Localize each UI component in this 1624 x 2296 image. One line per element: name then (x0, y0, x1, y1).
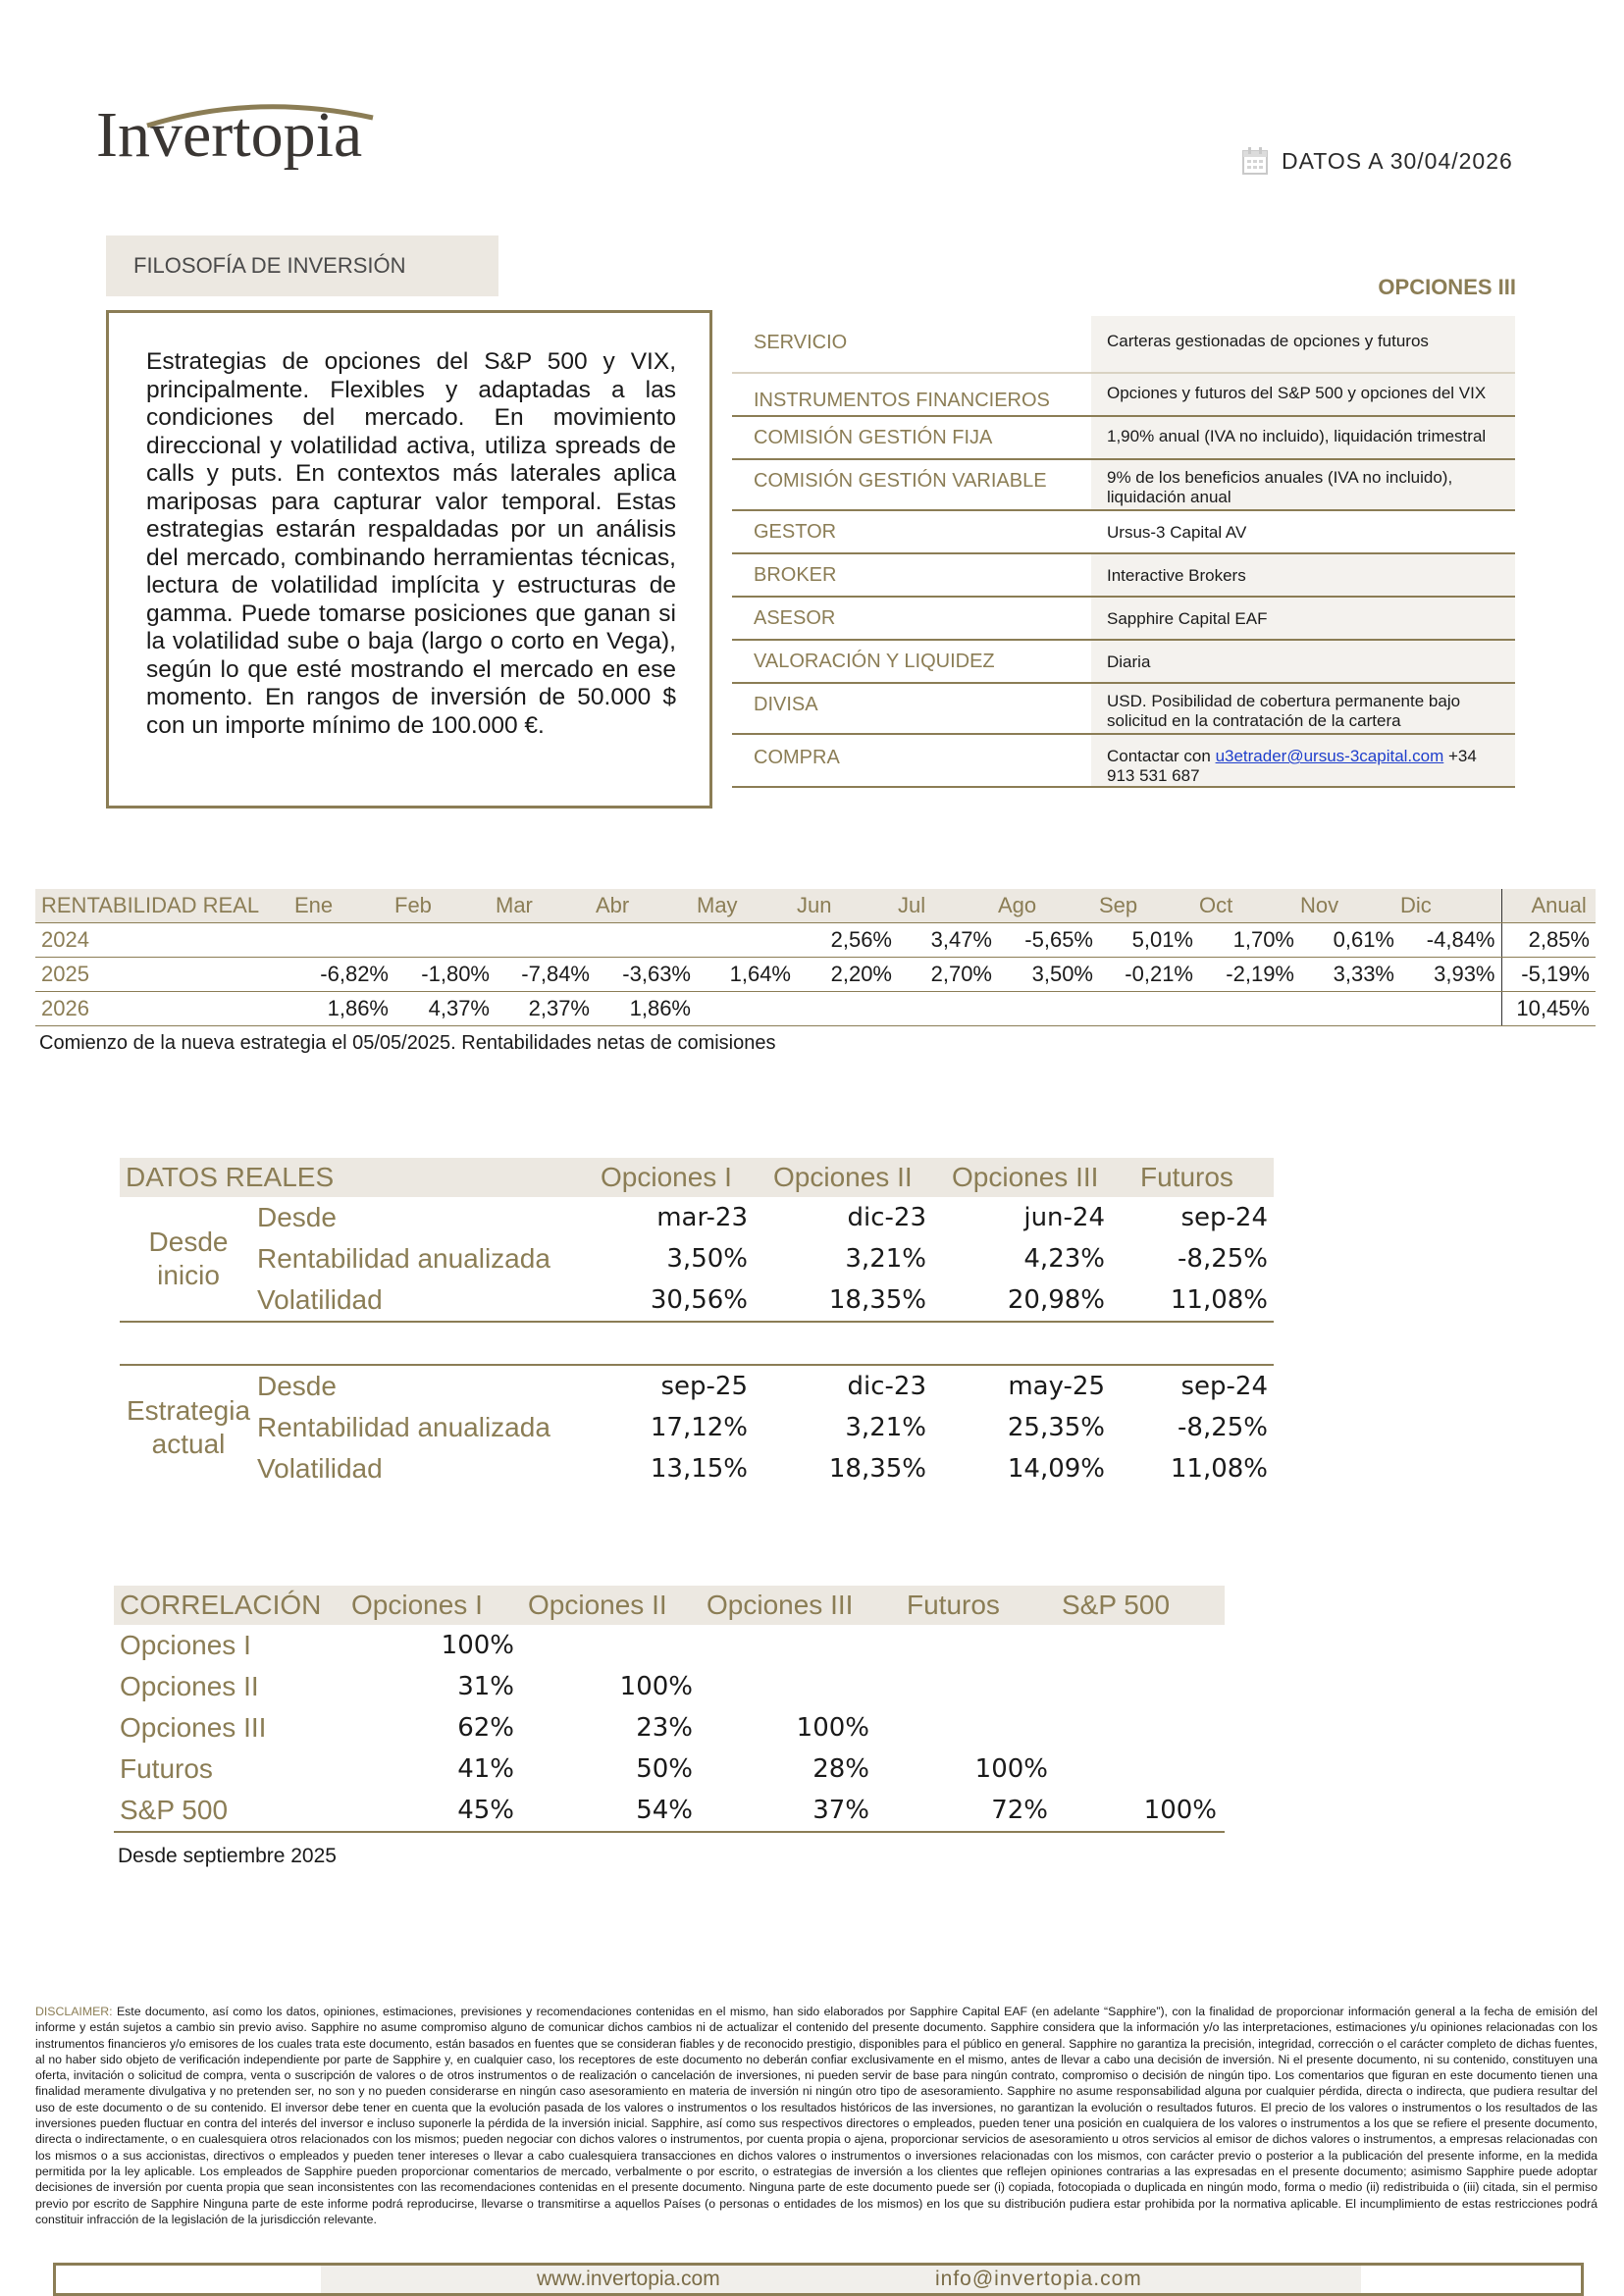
cell-value: 20,98% (932, 1279, 1111, 1322)
month-value: 2,37% (496, 992, 596, 1026)
row-label: Futuros (120, 1753, 213, 1784)
cell-value: 23% (636, 1713, 693, 1743)
info-value: Interactive Brokers (1091, 553, 1515, 597)
column-header: Opciones II (522, 1586, 701, 1625)
group-label (120, 1197, 257, 1322)
disclaimer-text: Este documento, así como los datos, opiniones, estimaciones, previsiones y recomendaciones contenidas en el mismo, han sido elaborados por Sapphire Capital EAF (en adelante “Sapphire”), con la finalidad de proporcionar información general a la fecha de emisión del informe y están sujetos a cambio sin previo aviso. Sapphire no asume compromiso alguno de comunicar dichos cambios ni de actualizar el contenido del presente documento. Sapphire considera que la información y/o las interpretaciones, estimaciones y/u opiniones relacionadas con los instrumentos financieros y/o emisores de los cuales trata este documento, están basados en fuentes que se consideran fiables y de reconocido prestigio, disponibles para el público en general. Sapphire no garantiza la precisión, integridad, corrección o el carácter completo de dichas fuentes, al no haber sido objeto de verificación independiente por parte de Sapphire y, en cualquier caso, los receptores de este documento no deberán confiar exclusivamente en el mismo, antes de llevar a cabo una decisión de inversión. Ni el presente documento, ni su contenido, constituyen una oferta, invitación o solicitud de compra, venta o suscripción de valores o de otros instrumentos o de realización o cancelación de inversiones, ni pueden servir de base para ningún contrato, compromiso o decisión de ningún tipo. Los comentarios que figuran en este documento tienen una finalidad meramente divulgativa y no pretenden ser, no son y no pueden considerarse en ningún caso asesoramiento en materia de inversión ni ningún otro tipo de asesoramiento. Sapphire no asume responsabilidad alguna por cualquier pérdida, directa o indirecta, que pudiera resultar del uso de este documento o de su contenido. El inversor debe tener en cuenta que la evolución pasada de los valores o instrumentos o los resultados históricos de las inversiones, no garantizan la evolución o resultados futuros. El precio de los valores o instrumentos o los resultados de las inversiones pueden fluctuar en contra del interés del inversor e incluso suponerle la pérdida de la inversión inicial. Sapphire, así como sus respectivos directores o empleados, pueden tener una posición en cualquiera de los valores o instrumentos a los que se refiere el presente documento, directa o indirectamente, o en cualesquiera otros relacionados con los mismos; pueden negociar con dichos valores o instrumentos, por cuenta propia o ajena, proporcionar servicios de asesoramiento u otros servicios al emisor de dichos valores o instrumentos, a empresas relacionadas con los mismos o a sus accionistas, directivos o empleados y pueden tener intereses o llevar a cabo cualesquiera transacciones en dichos valores o instrumentos o inversiones relacionadas con los mismos, con carácter previo o posterior a la publicación del presente informe, en la medida permitida por la ley aplicable. Los empleados de Sapphire pueden proporcionar comentarios de mercado, verbalmente o por escrito, o estrategias de inversión a los clientes que reflejen opiniones contrarias a las expresadas en el presente documento; asimismo Sapphire puede adoptar decisiones de inversión por cuenta propia que sean inconsistentes con las recomendaciones contenidas en el presente documento. Ninguna parte de este documento puede ser (i) copiada, fotocopiada o duplicada en ningún modo, forma o medio (ii) redistribuida o (iii) citada, sin el permiso previo por escrito de Sapphire Ninguna parte de este informe podrá reproducirse, llevarse o transmitirse a aquellos Países (o personas o entidades de los mismos) en los que su distribución pudiera estar prohibida por la normativa aplicable. El incumplimiento de estas restricciones podrá constituir infracción de la legislación de la jurisdicción relevante. (35, 2005, 1598, 2226)
month-value: 3,47% (898, 923, 998, 958)
data-row (120, 1448, 1274, 1489)
returns-table (35, 889, 1596, 1026)
row-label: Desde (257, 1202, 337, 1232)
row-label: Opciones I (120, 1630, 251, 1660)
month-header: Sep (1099, 889, 1199, 923)
product-title: OPCIONES III (1378, 275, 1516, 299)
cell-value (1056, 1666, 1225, 1707)
cell-value: 11,08% (1111, 1279, 1274, 1322)
real-data-table (120, 1158, 1274, 1489)
cell-value: may-25 (1008, 1372, 1105, 1401)
info-row (732, 316, 1515, 373)
cell-value: dic-23 (847, 1203, 926, 1232)
cell-value: 72% (877, 1790, 1056, 1832)
month-value: 3,50% (998, 958, 1099, 992)
month-value (697, 923, 797, 958)
cell-value: 37% (701, 1790, 877, 1832)
month-header: Mar (496, 889, 596, 923)
disclaimer-label: DISCLAIMER: (35, 2005, 113, 2018)
returns-note: Comienzo de la nueva estrategia el 05/05/2025. Rentabilidades netas de comisiones (39, 1032, 776, 1054)
month-value: -7,84% (496, 958, 596, 992)
cell-value: sep-24 (1180, 1372, 1268, 1401)
cell-value (1056, 1707, 1225, 1748)
month-value: 1,86% (596, 992, 697, 1026)
row-label: S&P 500 (114, 1790, 345, 1832)
logo-swoosh-icon (137, 96, 383, 135)
cell-value (701, 1625, 877, 1666)
correlation-table (114, 1586, 1225, 1833)
contact-prefix: Contactar con (1107, 747, 1216, 765)
correlation-row (114, 1790, 1225, 1832)
report-date (1242, 147, 1513, 175)
info-row (732, 553, 1515, 597)
returns-row (35, 923, 1596, 958)
column-header: Opciones I (345, 1586, 522, 1625)
cell-value: mar-23 (656, 1203, 748, 1232)
month-value (1400, 992, 1501, 1026)
returns-title: RENTABILIDAD REAL (35, 889, 294, 923)
cell-value (877, 1625, 1056, 1666)
month-value (998, 992, 1099, 1026)
info-row (732, 459, 1515, 510)
month-value: 4,37% (394, 992, 496, 1026)
info-value: Carteras gestionadas de opciones y futuros (1091, 316, 1515, 373)
annual-header: Anual (1501, 889, 1596, 923)
cell-value: 54% (522, 1790, 701, 1832)
month-value (797, 992, 898, 1026)
row-label: Rentabilidad anualizada (257, 1412, 550, 1442)
cell-value: 100% (619, 1672, 693, 1701)
cell-value: 4,23% (1023, 1244, 1105, 1274)
month-value (496, 923, 596, 958)
annual-value: 2,85% (1501, 923, 1596, 958)
month-header: Ene (294, 889, 394, 923)
cell-value: 14,09% (1007, 1454, 1105, 1484)
cell-value: -8,25% (1178, 1413, 1268, 1442)
info-value: 9% de los beneficios anuales (IVA no incluido), liquidación anual (1091, 459, 1515, 510)
contact-phone: +34 913 531 687 (1107, 747, 1477, 785)
info-key: VALORACIÓN Y LIQUIDEZ (754, 651, 995, 672)
correlation-header-row (114, 1586, 1225, 1625)
cell-value: 18,35% (828, 1454, 926, 1484)
correlation-note: Desde septiembre 2025 (118, 1845, 337, 1867)
cell-value (877, 1666, 1056, 1707)
cell-value: 3,21% (845, 1244, 926, 1274)
month-value (1300, 992, 1400, 1026)
info-key: INSTRUMENTOS FINANCIEROS (754, 390, 1050, 411)
cell-value: 50% (636, 1754, 693, 1784)
month-header: Jul (898, 889, 998, 923)
annual-value: 10,45% (1501, 992, 1596, 1026)
month-header: Oct (1199, 889, 1300, 923)
month-header: Feb (394, 889, 496, 923)
info-value: Diaria (1091, 640, 1515, 683)
correlation-row (114, 1748, 1225, 1790)
cell-value: 25,35% (1007, 1413, 1105, 1442)
row-label: Volatilidad (257, 1453, 383, 1484)
info-value (1091, 734, 1515, 787)
info-key: COMISIÓN GESTIÓN FIJA (754, 427, 993, 448)
cell-value: 100% (974, 1754, 1048, 1784)
month-value (394, 923, 496, 958)
month-value: 2,20% (797, 958, 898, 992)
real-data-title: DATOS REALES (120, 1158, 581, 1197)
data-row (120, 1197, 1274, 1238)
month-value: 0,61% (1300, 923, 1400, 958)
month-value (294, 923, 394, 958)
email-link[interactable]: info@invertopia.com (935, 2268, 1142, 2290)
cell-value: 17,12% (650, 1413, 748, 1442)
info-row (732, 510, 1515, 553)
correlation-row (114, 1625, 1225, 1666)
row-label: Rentabilidad anualizada (257, 1243, 550, 1274)
year-label: 2025 (35, 958, 294, 992)
cell-value: 41% (457, 1754, 514, 1784)
month-value: 1,70% (1199, 923, 1300, 958)
month-header: May (697, 889, 797, 923)
month-value: -4,84% (1400, 923, 1501, 958)
month-value (697, 992, 797, 1026)
row-label: Desde (257, 1371, 337, 1401)
month-value: 3,33% (1300, 958, 1400, 992)
info-value: Ursus-3 Capital AV (1091, 510, 1515, 553)
month-header: Abr (596, 889, 697, 923)
returns-header-row (35, 889, 1596, 923)
info-key: COMISIÓN GESTIÓN VARIABLE (754, 470, 1047, 492)
cell-value: 30,56% (581, 1279, 754, 1322)
spacer-cell (120, 1322, 1274, 1365)
info-value: USD. Posibilidad de cobertura permanente bajo solicitud en la contratación de la cartera (1091, 683, 1515, 734)
cell-value: 100% (1056, 1790, 1225, 1832)
real-data-header-row (120, 1158, 1274, 1197)
month-value (898, 992, 998, 1026)
info-key: GESTOR (754, 521, 837, 543)
correlation-row (114, 1666, 1225, 1707)
product-info-table (732, 316, 1515, 788)
footer-band (321, 2266, 1361, 2293)
month-header: Jun (797, 889, 898, 923)
month-value: -1,80% (394, 958, 496, 992)
month-value: 5,01% (1099, 923, 1199, 958)
column-header: Opciones III (701, 1586, 877, 1625)
year-label: 2024 (35, 923, 294, 958)
cell-value: jun-24 (1023, 1203, 1105, 1232)
cell-value: 13,15% (650, 1454, 748, 1484)
info-row (732, 416, 1515, 459)
month-value: 3,93% (1400, 958, 1501, 992)
month-header: Nov (1300, 889, 1400, 923)
cell-value: sep-24 (1180, 1203, 1268, 1232)
info-value: 1,90% anual (IVA no incluido), liquidación trimestral (1091, 416, 1515, 459)
cell-value: dic-23 (847, 1372, 926, 1401)
month-value: -5,65% (998, 923, 1099, 958)
logo-text: Invertopia (96, 99, 363, 171)
month-value: -3,63% (596, 958, 697, 992)
group-label-line: actual (151, 1429, 226, 1459)
column-header: Opciones III (932, 1158, 1111, 1197)
info-row (732, 640, 1515, 683)
month-value: 1,86% (294, 992, 394, 1026)
date-label: DATOS A 30/04/2026 (1282, 147, 1513, 174)
month-value: -0,21% (1099, 958, 1199, 992)
column-header: Opciones II (754, 1158, 932, 1197)
cell-value: 28% (812, 1754, 869, 1784)
group-label-line: inicio (157, 1260, 220, 1290)
cell-value: 3,21% (845, 1413, 926, 1442)
cell-value: -8,25% (1178, 1244, 1268, 1274)
annual-value: -5,19% (1501, 958, 1596, 992)
row-label: Volatilidad (257, 1279, 581, 1322)
cell-value: 31% (457, 1672, 514, 1701)
cell-value (1056, 1748, 1225, 1790)
group-label-line: Estrategia (126, 1395, 251, 1426)
info-key: SERVICIO (754, 332, 848, 353)
column-header: S&P 500 (1056, 1586, 1225, 1625)
cell-value: sep-25 (660, 1372, 748, 1401)
month-header: Dic (1400, 889, 1501, 923)
philosophy-tab: FILOSOFÍA DE INVERSIÓN (106, 235, 498, 296)
cell-value: 3,50% (666, 1244, 748, 1274)
year-label: 2026 (35, 992, 294, 1026)
row-label: Opciones III (120, 1712, 267, 1743)
month-value (1199, 992, 1300, 1026)
website-link[interactable]: www.invertopia.com (537, 2268, 720, 2290)
month-value: 1,64% (697, 958, 797, 992)
contact-email-link[interactable]: u3etrader@ursus-3capital.com (1215, 747, 1444, 765)
cell-value (701, 1666, 877, 1707)
month-value: -2,19% (1199, 958, 1300, 992)
disclaimer (35, 2004, 1598, 2227)
returns-row (35, 958, 1596, 992)
month-value: 2,70% (898, 958, 998, 992)
footer (53, 2263, 1584, 2296)
month-value (1099, 992, 1199, 1026)
calendar-icon (1242, 147, 1268, 175)
month-value: -6,82% (294, 958, 394, 992)
column-header: Futuros (877, 1586, 1056, 1625)
cell-value: 100% (441, 1631, 514, 1660)
spacer-row (120, 1322, 1274, 1365)
cell-value (877, 1707, 1056, 1748)
returns-row (35, 992, 1596, 1026)
cell-value (1056, 1625, 1225, 1666)
info-row (732, 373, 1515, 416)
correlation-row (114, 1707, 1225, 1748)
correlation-title: CORRELACIÓN (114, 1586, 345, 1625)
cell-value: 11,08% (1170, 1454, 1268, 1484)
info-key: ASESOR (754, 607, 836, 629)
month-value: 2,56% (797, 923, 898, 958)
data-row (120, 1407, 1274, 1448)
info-value: Sapphire Capital EAF (1091, 597, 1515, 640)
data-row (120, 1365, 1274, 1407)
info-row (732, 734, 1515, 787)
month-value (596, 923, 697, 958)
group-label (120, 1365, 257, 1489)
cell-value (522, 1625, 701, 1666)
philosophy-text: Estrategias de opciones del S&P 500 y VIX, principalmente. Flexibles y adaptadas a las condiciones del mercado. En movimiento direccional y volatilidad activa, utiliza spreads de calls y puts. En contextos más laterales aplica mariposas para capturar valor temporal. Estas estrategias estarán respaldadas por un análisis del mercado, combinando herramientas técnicas, lectura de volatilidad implícita y estructuras de gamma. Puede tomarse posiciones que ganan si la volatilidad sube o baja (largo o corto en Vega), según lo que esté mostrando el mercado en ese momento. En rangos de inversión de 50.000 $ con un importe mínimo de 100.000 €. (106, 310, 712, 809)
info-key: DIVISA (754, 694, 818, 715)
cell-value: 62% (457, 1713, 514, 1743)
column-header: Opciones I (581, 1158, 754, 1197)
info-row (732, 597, 1515, 640)
cell-value: 100% (796, 1713, 869, 1743)
info-key: COMPRA (754, 747, 840, 768)
info-row (732, 683, 1515, 734)
cell-value: 18,35% (754, 1279, 932, 1322)
cell-value: 45% (345, 1790, 522, 1832)
info-value: Opciones y futuros del S&P 500 y opciones del VIX (1091, 373, 1515, 416)
row-label: Opciones II (120, 1671, 259, 1701)
data-row (120, 1279, 1274, 1322)
info-key: BROKER (754, 564, 837, 586)
data-row (120, 1238, 1274, 1279)
month-header: Ago (998, 889, 1099, 923)
column-header: Futuros (1111, 1158, 1274, 1197)
group-label-line: Desde (148, 1226, 229, 1257)
